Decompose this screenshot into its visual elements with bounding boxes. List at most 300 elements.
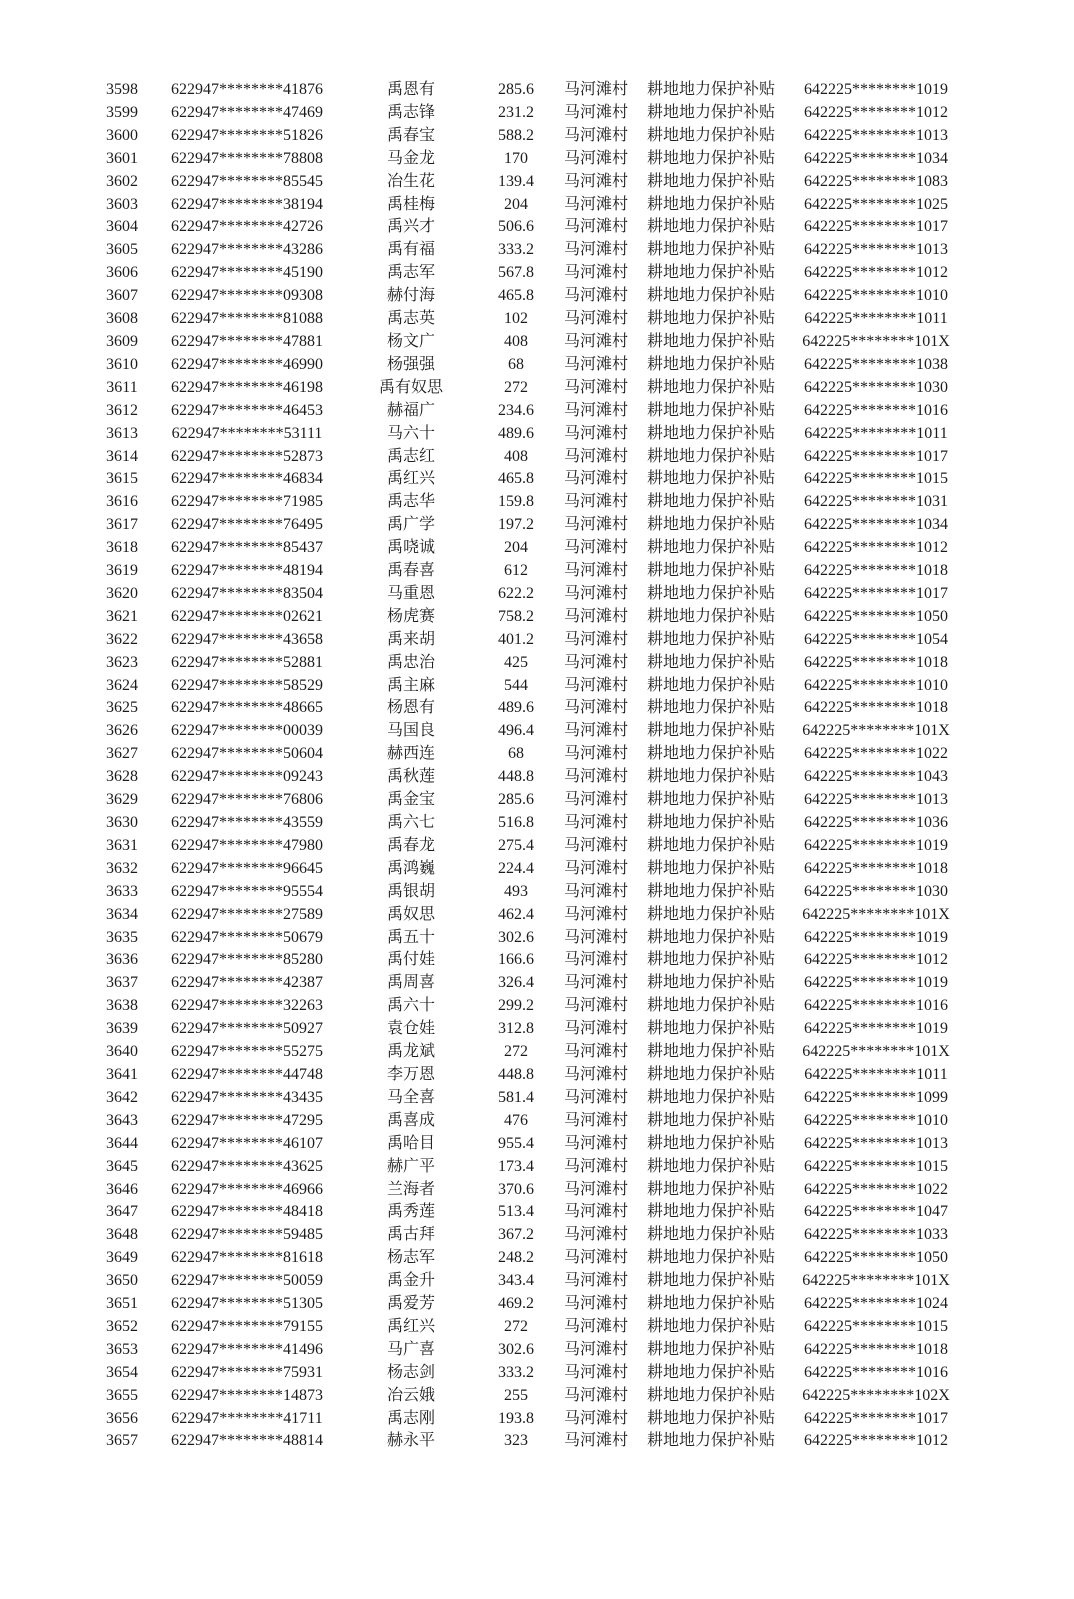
cell-amount: 612 <box>504 562 528 580</box>
cell-id-number: 622947********85280 <box>171 951 323 969</box>
cell-village: 马河滩村 <box>563 81 628 98</box>
cell-account-number: 642225********1038 <box>804 355 948 373</box>
cell-amount: 299.2 <box>498 997 534 1015</box>
cell-amount: 408 <box>504 332 528 350</box>
cell-person-name: 杨恩有 <box>386 699 435 717</box>
cell-village: 马河滩村 <box>563 332 628 350</box>
cell-subsidy-type: 耕地地力保护补贴 <box>646 997 775 1015</box>
cell-row-number: 3638 <box>106 997 138 1015</box>
cell-village: 马河滩村 <box>563 1295 628 1313</box>
cell-person-name: 冶云娥 <box>386 1386 435 1404</box>
cell-amount: 234.6 <box>498 401 534 419</box>
cell-amount: 408 <box>504 447 528 465</box>
cell-person-name: 禹兴才 <box>386 218 435 236</box>
cell-subsidy-type: 耕地地力保护补贴 <box>646 1226 775 1244</box>
cell-row-number: 3639 <box>106 1020 138 1038</box>
cell-amount: 955.4 <box>498 1134 534 1152</box>
cell-subsidy-type: 耕地地力保护补贴 <box>646 218 775 236</box>
cell-id-number: 622947********85437 <box>171 539 323 557</box>
cell-id-number: 622947********46966 <box>171 1180 323 1198</box>
cell-id-number: 622947********43435 <box>171 1088 323 1106</box>
cell-row-number: 3619 <box>106 562 138 580</box>
cell-id-number: 622947********44748 <box>171 1065 323 1083</box>
cell-account-number: 642225********1015 <box>804 1157 948 1175</box>
cell-amount: 102 <box>504 310 528 328</box>
cell-id-number: 622947********96645 <box>171 859 323 877</box>
table-row <box>86 377 976 400</box>
cell-subsidy-type: 耕地地力保护补贴 <box>646 1249 775 1267</box>
table-row <box>86 537 976 560</box>
cell-village: 马河滩村 <box>563 241 628 259</box>
cell-subsidy-type: 耕地地力保护补贴 <box>646 1180 775 1198</box>
cell-id-number: 622947********32263 <box>171 997 323 1015</box>
cell-person-name: 禹有福 <box>386 241 435 259</box>
table-row <box>86 1133 976 1156</box>
table-row <box>86 331 976 354</box>
table-row <box>86 972 976 995</box>
cell-account-number: 642225********1012 <box>804 1432 948 1450</box>
cell-village: 马河滩村 <box>563 401 628 419</box>
cell-amount: 197.2 <box>498 516 534 534</box>
cell-account-number: 642225********1033 <box>804 1226 948 1244</box>
cell-person-name: 马国良 <box>386 722 435 740</box>
cell-subsidy-type: 耕地地力保护补贴 <box>646 676 775 694</box>
cell-amount: 506.6 <box>498 218 534 236</box>
cell-village: 马河滩村 <box>563 287 628 305</box>
cell-village: 马河滩村 <box>563 997 628 1015</box>
cell-subsidy-type: 耕地地力保护补贴 <box>646 103 775 121</box>
cell-subsidy-type: 耕地地力保护补贴 <box>646 172 775 190</box>
cell-subsidy-type: 耕地地力保护补贴 <box>646 287 775 305</box>
cell-row-number: 3603 <box>106 195 138 213</box>
table-row <box>86 652 976 675</box>
cell-person-name: 禹志华 <box>386 493 435 511</box>
cell-person-name: 禹金升 <box>386 1272 435 1290</box>
cell-village: 马河滩村 <box>563 607 628 625</box>
cell-account-number: 642225********1019 <box>804 1020 948 1038</box>
cell-amount: 204 <box>504 539 528 557</box>
cell-id-number: 622947********81618 <box>171 1249 323 1267</box>
cell-person-name: 禹喜成 <box>386 1111 435 1129</box>
table-row <box>86 835 976 858</box>
cell-id-number: 622947********45190 <box>171 264 323 282</box>
cell-id-number: 622947********46834 <box>171 470 323 488</box>
table-row <box>86 1247 976 1270</box>
cell-person-name: 禹志锋 <box>386 103 435 121</box>
cell-subsidy-type: 耕地地力保护补贴 <box>646 1134 775 1152</box>
cell-village: 马河滩村 <box>563 1111 628 1129</box>
cell-amount: 302.6 <box>498 1340 534 1358</box>
cell-amount: 496.4 <box>498 722 534 740</box>
table-row <box>86 1316 976 1339</box>
cell-id-number: 622947********59485 <box>171 1226 323 1244</box>
cell-amount: 333.2 <box>498 1363 534 1381</box>
cell-row-number: 3618 <box>106 539 138 557</box>
cell-village: 马河滩村 <box>563 172 628 190</box>
cell-amount: 544 <box>504 676 528 694</box>
cell-row-number: 3606 <box>106 264 138 282</box>
table-row <box>86 1385 976 1408</box>
cell-village: 马河滩村 <box>563 218 628 236</box>
cell-row-number: 3642 <box>106 1088 138 1106</box>
table-row <box>86 697 976 720</box>
table-row <box>86 514 976 537</box>
cell-village: 马河滩村 <box>563 1157 628 1175</box>
cell-person-name: 赫广平 <box>386 1157 435 1175</box>
cell-subsidy-type: 耕地地力保护补贴 <box>646 768 775 786</box>
cell-subsidy-type: 耕地地力保护补贴 <box>646 584 775 602</box>
cell-account-number: 642225********1025 <box>804 195 948 213</box>
cell-id-number: 622947********51305 <box>171 1295 323 1313</box>
cell-account-number: 642225********1019 <box>804 928 948 946</box>
cell-village: 马河滩村 <box>563 470 628 488</box>
cell-amount: 469.2 <box>498 1295 534 1313</box>
cell-id-number: 622947********09308 <box>171 287 323 305</box>
cell-row-number: 3608 <box>106 310 138 328</box>
cell-account-number: 642225********1011 <box>804 310 948 328</box>
cell-id-number: 622947********76806 <box>171 791 323 809</box>
cell-village: 马河滩村 <box>563 699 628 717</box>
table-row <box>86 1156 976 1179</box>
cell-row-number: 3614 <box>106 447 138 465</box>
table-row <box>86 675 976 698</box>
cell-row-number: 3635 <box>106 928 138 946</box>
cell-account-number: 642225********1022 <box>804 745 948 763</box>
cell-person-name: 禹红兴 <box>386 470 435 488</box>
cell-subsidy-type: 耕地地力保护补贴 <box>646 1432 775 1450</box>
cell-account-number: 642225********1019 <box>804 974 948 992</box>
cell-person-name: 禹桂梅 <box>386 195 435 213</box>
cell-account-number: 642225********101X <box>802 332 950 350</box>
cell-row-number: 3640 <box>106 1043 138 1061</box>
cell-row-number: 3598 <box>106 81 138 98</box>
cell-subsidy-type: 耕地地力保护补贴 <box>646 814 775 831</box>
cell-subsidy-type: 耕地地力保护补贴 <box>646 1272 775 1290</box>
cell-amount: 516.8 <box>498 814 534 831</box>
cell-village: 马河滩村 <box>563 836 628 854</box>
cell-subsidy-type: 耕地地力保护补贴 <box>646 791 775 809</box>
cell-id-number: 622947********76495 <box>171 516 323 534</box>
cell-subsidy-type: 耕地地力保护补贴 <box>646 378 775 396</box>
table-row <box>86 1224 976 1247</box>
cell-account-number: 642225********1010 <box>804 676 948 694</box>
cell-account-number: 642225********1012 <box>804 539 948 557</box>
cell-amount: 622.2 <box>498 584 534 602</box>
cell-row-number: 3613 <box>106 424 138 442</box>
cell-row-number: 3623 <box>106 653 138 671</box>
cell-row-number: 3650 <box>106 1272 138 1290</box>
cell-id-number: 622947********02621 <box>171 607 323 625</box>
cell-id-number: 622947********83504 <box>171 584 323 602</box>
cell-person-name: 禹爱芳 <box>386 1295 435 1313</box>
cell-id-number: 622947********48665 <box>171 699 323 717</box>
cell-subsidy-type: 耕地地力保护补贴 <box>646 539 775 557</box>
cell-amount: 231.2 <box>498 103 534 121</box>
cell-row-number: 3624 <box>106 676 138 694</box>
table-row <box>86 354 976 377</box>
cell-person-name: 袁仓娃 <box>386 1020 435 1038</box>
cell-row-number: 3647 <box>106 1203 138 1221</box>
cell-person-name: 杨虎赛 <box>386 607 435 625</box>
cell-row-number: 3643 <box>106 1111 138 1129</box>
cell-amount: 476 <box>504 1111 528 1129</box>
table-row <box>86 743 976 766</box>
cell-row-number: 3641 <box>106 1065 138 1083</box>
cell-account-number: 642225********101X <box>802 722 950 740</box>
cell-person-name: 禹志英 <box>386 310 435 328</box>
cell-id-number: 622947********48194 <box>171 562 323 580</box>
cell-amount: 567.8 <box>498 264 534 282</box>
cell-row-number: 3621 <box>106 607 138 625</box>
cell-id-number: 622947********71985 <box>171 493 323 511</box>
cell-amount: 173.4 <box>498 1157 534 1175</box>
cell-amount: 448.8 <box>498 1065 534 1083</box>
cell-amount: 272 <box>504 378 528 396</box>
cell-account-number: 642225********1016 <box>804 401 948 419</box>
cell-id-number: 622947********50604 <box>171 745 323 763</box>
table-row <box>86 79 976 102</box>
table-row <box>86 262 976 285</box>
cell-row-number: 3600 <box>106 126 138 144</box>
cell-account-number: 642225********102X <box>802 1386 950 1404</box>
cell-subsidy-type: 耕地地力保护补贴 <box>646 653 775 671</box>
cell-person-name: 赫西连 <box>386 745 435 763</box>
cell-subsidy-type: 耕地地力保护补贴 <box>646 905 775 923</box>
cell-subsidy-type: 耕地地力保护补贴 <box>646 81 775 98</box>
cell-village: 马河滩村 <box>563 859 628 877</box>
cell-village: 马河滩村 <box>563 814 628 831</box>
cell-account-number: 642225********1018 <box>804 859 948 877</box>
cell-person-name: 禹周喜 <box>386 974 435 992</box>
cell-id-number: 622947********47980 <box>171 836 323 854</box>
cell-account-number: 642225********1018 <box>804 1340 948 1358</box>
cell-id-number: 622947********41711 <box>171 1409 323 1427</box>
cell-village: 马河滩村 <box>563 1317 628 1335</box>
cell-account-number: 642225********1019 <box>804 81 948 98</box>
cell-account-number: 642225********1011 <box>804 1065 948 1083</box>
cell-subsidy-type: 耕地地力保护补贴 <box>646 1157 775 1175</box>
cell-row-number: 3633 <box>106 882 138 900</box>
cell-person-name: 禹有奴思 <box>378 378 443 396</box>
cell-subsidy-type: 耕地地力保护补贴 <box>646 1295 775 1313</box>
cell-amount: 588.2 <box>498 126 534 144</box>
cell-account-number: 642225********1022 <box>804 1180 948 1198</box>
table-row <box>86 1110 976 1133</box>
cell-village: 马河滩村 <box>563 974 628 992</box>
cell-amount: 343.4 <box>498 1272 534 1290</box>
table-row <box>86 468 976 491</box>
cell-amount: 367.2 <box>498 1226 534 1244</box>
printed-subsidy-roster-page <box>0 79 1074 1599</box>
table-row <box>86 560 976 583</box>
cell-village: 马河滩村 <box>563 447 628 465</box>
cell-village: 马河滩村 <box>563 676 628 694</box>
cell-subsidy-type: 耕地地力保护补贴 <box>646 1020 775 1038</box>
cell-row-number: 3652 <box>106 1317 138 1335</box>
table-row <box>86 1408 976 1431</box>
cell-id-number: 622947********55275 <box>171 1043 323 1061</box>
cell-amount: 465.8 <box>498 287 534 305</box>
cell-amount: 758.2 <box>498 607 534 625</box>
cell-row-number: 3629 <box>106 791 138 809</box>
cell-village: 马河滩村 <box>563 1386 628 1404</box>
cell-person-name: 禹龙斌 <box>386 1043 435 1061</box>
cell-id-number: 622947********50679 <box>171 928 323 946</box>
table-row <box>86 148 976 171</box>
cell-account-number: 642225********1016 <box>804 997 948 1015</box>
table-row <box>86 720 976 743</box>
cell-village: 马河滩村 <box>563 424 628 442</box>
cell-village: 马河滩村 <box>563 1043 628 1061</box>
cell-person-name: 马广喜 <box>386 1340 435 1358</box>
cell-id-number: 622947********47881 <box>171 332 323 350</box>
cell-village: 马河滩村 <box>563 1088 628 1106</box>
cell-person-name: 禹志军 <box>386 264 435 282</box>
cell-person-name: 赫永平 <box>386 1432 435 1450</box>
table-row <box>86 1362 976 1385</box>
cell-row-number: 3657 <box>106 1432 138 1450</box>
cell-account-number: 642225********101X <box>802 905 950 923</box>
cell-id-number: 622947********81088 <box>171 310 323 328</box>
cell-id-number: 622947********43625 <box>171 1157 323 1175</box>
cell-row-number: 3604 <box>106 218 138 236</box>
cell-amount: 513.4 <box>498 1203 534 1221</box>
cell-amount: 581.4 <box>498 1088 534 1106</box>
table-row <box>86 1293 976 1316</box>
table-row <box>86 102 976 125</box>
cell-account-number: 642225********1018 <box>804 562 948 580</box>
cell-person-name: 兰海者 <box>386 1180 435 1198</box>
cell-village: 马河滩村 <box>563 1226 628 1244</box>
cell-person-name: 禹古拜 <box>386 1226 435 1244</box>
table-row <box>86 125 976 148</box>
cell-row-number: 3620 <box>106 584 138 602</box>
cell-id-number: 622947********46198 <box>171 378 323 396</box>
cell-village: 马河滩村 <box>563 493 628 511</box>
cell-subsidy-type: 耕地地力保护补贴 <box>646 1317 775 1335</box>
cell-village: 马河滩村 <box>563 1409 628 1427</box>
cell-amount: 68 <box>508 745 524 763</box>
table-row <box>86 1064 976 1087</box>
cell-id-number: 622947********85545 <box>171 172 323 190</box>
cell-person-name: 禹来胡 <box>386 630 435 648</box>
cell-account-number: 642225********1034 <box>804 516 948 534</box>
table-row <box>86 423 976 446</box>
cell-village: 马河滩村 <box>563 1180 628 1198</box>
cell-account-number: 642225********1010 <box>804 287 948 305</box>
cell-amount: 333.2 <box>498 241 534 259</box>
cell-village: 马河滩村 <box>563 103 628 121</box>
subsidy-table <box>86 79 976 1453</box>
cell-village: 马河滩村 <box>563 653 628 671</box>
cell-row-number: 3654 <box>106 1363 138 1381</box>
cell-village: 马河滩村 <box>563 745 628 763</box>
cell-subsidy-type: 耕地地力保护补贴 <box>646 1111 775 1129</box>
cell-account-number: 642225********1031 <box>804 493 948 511</box>
cell-person-name: 李万恩 <box>386 1065 435 1083</box>
cell-row-number: 3615 <box>106 470 138 488</box>
cell-village: 马河滩村 <box>563 539 628 557</box>
cell-subsidy-type: 耕地地力保护补贴 <box>646 1065 775 1083</box>
cell-account-number: 642225********1017 <box>804 584 948 602</box>
cell-village: 马河滩村 <box>563 928 628 946</box>
table-row <box>86 1339 976 1362</box>
cell-account-number: 642225********1018 <box>804 653 948 671</box>
table-row <box>86 858 976 881</box>
cell-id-number: 622947********50927 <box>171 1020 323 1038</box>
cell-subsidy-type: 耕地地力保护补贴 <box>646 241 775 259</box>
table-row <box>86 1270 976 1293</box>
cell-subsidy-type: 耕地地力保护补贴 <box>646 699 775 717</box>
cell-id-number: 622947********48814 <box>171 1432 323 1450</box>
table-row <box>86 949 976 972</box>
table-row <box>86 583 976 606</box>
cell-row-number: 3651 <box>106 1295 138 1313</box>
cell-row-number: 3630 <box>106 814 138 831</box>
cell-village: 马河滩村 <box>563 584 628 602</box>
cell-id-number: 622947********00039 <box>171 722 323 740</box>
cell-row-number: 3617 <box>106 516 138 534</box>
cell-person-name: 禹恩有 <box>386 81 435 98</box>
cell-account-number: 642225********101X <box>802 1043 950 1061</box>
cell-amount: 224.4 <box>498 859 534 877</box>
cell-amount: 170 <box>504 149 528 167</box>
cell-account-number: 642225********1015 <box>804 470 948 488</box>
cell-person-name: 禹五十 <box>386 928 435 946</box>
cell-id-number: 622947********14873 <box>171 1386 323 1404</box>
cell-amount: 448.8 <box>498 768 534 786</box>
cell-person-name: 杨强强 <box>386 355 435 373</box>
cell-account-number: 642225********1013 <box>804 791 948 809</box>
cell-subsidy-type: 耕地地力保护补贴 <box>646 493 775 511</box>
cell-person-name: 禹忠治 <box>386 653 435 671</box>
cell-amount: 204 <box>504 195 528 213</box>
cell-village: 马河滩村 <box>563 1203 628 1221</box>
subsidy-table-body <box>86 79 976 1453</box>
table-row <box>86 285 976 308</box>
cell-id-number: 622947********53111 <box>171 424 323 442</box>
cell-account-number: 642225********1012 <box>804 264 948 282</box>
cell-row-number: 3599 <box>106 103 138 121</box>
cell-village: 马河滩村 <box>563 1432 628 1450</box>
cell-amount: 272 <box>504 1043 528 1061</box>
table-row <box>86 812 976 835</box>
cell-account-number: 642225********1036 <box>804 814 948 831</box>
cell-amount: 312.8 <box>498 1020 534 1038</box>
table-row <box>86 629 976 652</box>
cell-account-number: 642225********1043 <box>804 768 948 786</box>
cell-row-number: 3637 <box>106 974 138 992</box>
table-row <box>86 789 976 812</box>
cell-person-name: 马全喜 <box>386 1088 435 1106</box>
table-row <box>86 1018 976 1041</box>
cell-person-name: 禹奴思 <box>386 905 435 923</box>
cell-subsidy-type: 耕地地力保护补贴 <box>646 1340 775 1358</box>
cell-id-number: 622947********79155 <box>171 1317 323 1335</box>
cell-subsidy-type: 耕地地力保护补贴 <box>646 1203 775 1221</box>
cell-id-number: 622947********95554 <box>171 882 323 900</box>
cell-village: 马河滩村 <box>563 722 628 740</box>
table-row <box>86 1201 976 1224</box>
cell-id-number: 622947********43559 <box>171 814 323 831</box>
cell-row-number: 3609 <box>106 332 138 350</box>
cell-id-number: 622947********38194 <box>171 195 323 213</box>
cell-row-number: 3631 <box>106 836 138 854</box>
cell-amount: 489.6 <box>498 424 534 442</box>
cell-subsidy-type: 耕地地力保护补贴 <box>646 630 775 648</box>
cell-village: 马河滩村 <box>563 951 628 969</box>
cell-person-name: 禹六七 <box>386 814 435 831</box>
